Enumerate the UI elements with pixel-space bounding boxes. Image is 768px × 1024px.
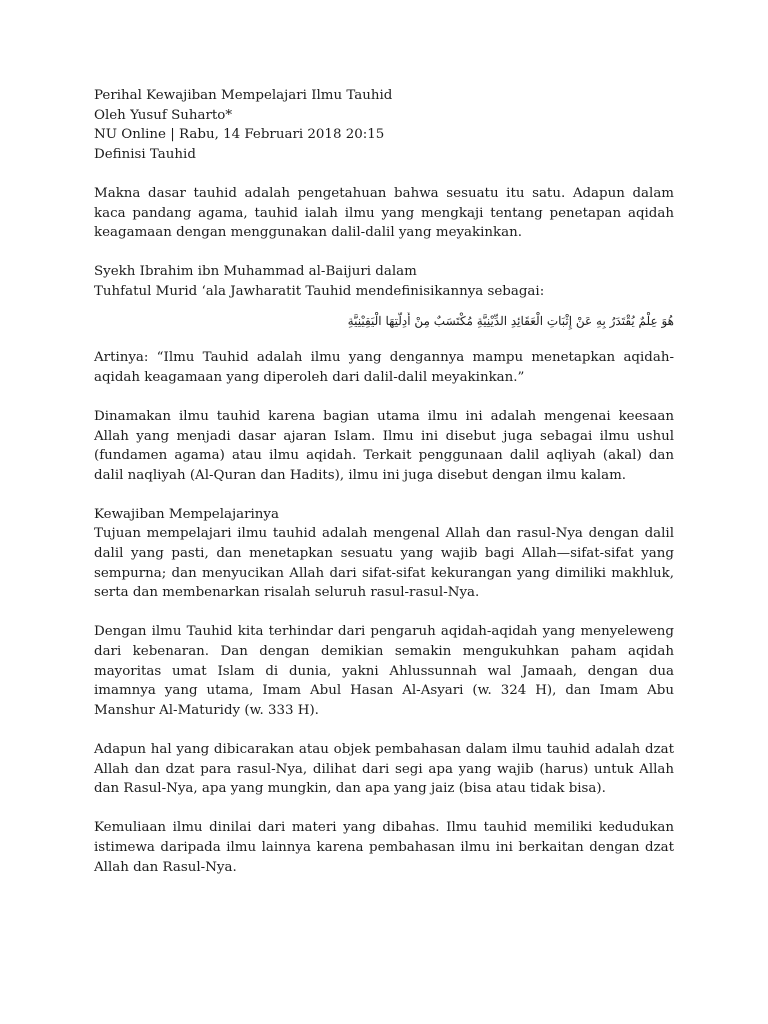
article-byline: NU Online | Rabu, 14 Februari 2018 20:15 [94, 127, 385, 143]
paragraph-protection: Dengan ilmu Tauhid kita terhindar dari pengaruh aqidah-aqidah yang menyeleweng dari kebenaran. Dan dengan demikian semakin mengukuhkan paham aqidah mayoritas umat Islam di dunia, yakni Ahlussunnah wal Jamaah, dengan dua imamnya yang utama, Imam Abul Hasan Al-Asyari (w. 324 H), dan Imam Abu Manshur Al-Maturidy (w. 333 H). [94, 624, 674, 718]
arabic-quote: هُوَ عِلْمٌ يُقْتَدَرُ بِهِ عَنْ إِثْبَاتِ الْعَقَائِدِ الدِّيْنِيَّةِ مُكْتَسَبٌ مِنْ أَدِلَّتِهَا الْيَقِيْنِيَّةِ [347, 313, 674, 328]
article-title: Perihal Kewajiban Mempelajari Ilmu Tauhid [94, 88, 393, 103]
document-page [94, 86, 674, 877]
paragraph-translation: Artinya: “Ilmu Tauhid adalah ilmu yang dengannya mampu menetapkan aqidah-aqidah keagamaan yang diperoleh dari dalil-dalil meyakinkan.” [94, 350, 674, 385]
paragraph-virtue: Kemuliaan ilmu dinilai dari materi yang dibahas. Ilmu tauhid memiliki kedudukan istimewa daripada ilmu lainnya karena pembahasan ilmu ini berkaitan dengan dzat Allah dan Rasul-Nya. [94, 820, 674, 875]
paragraph-naming: Dinamakan ilmu tauhid karena bagian utama ilmu ini adalah mengenai keesaan Allah yang menjadi dasar ajaran Islam. Ilmu ini disebut juga sebagai ilmu ushul (fundamen agama) atau ilmu aqidah. Terkait penggunaan dalil aqliyah (akal) dan dalil naqliyah (Al-Quran dan Hadits), ilmu ini juga disebut dengan ilmu kalam. [94, 408, 674, 483]
paragraph-definition: Makna dasar tauhid adalah pengetahuan bahwa sesuatu itu satu. Adapun dalam kaca pandang agama, tauhid ialah ilmu yang mengkaji tentang penetapan aqidah keagamaan dengan menggunakan dalil-dalil yang meyakinkan. [94, 185, 674, 241]
paragraph-purpose: Tujuan mempelajari ilmu tauhid adalah mengenal Allah dan rasul-Nya dengan dalil dalil yang pasti, dan menetapkan sesuatu yang wajib bagi Allah—sifat-sifat yang sempurna; dan menyucikan Allah dari sifat-sifat kekurangan yang dimiliki makhluk, serta dan membenarkan risalah seluruh rasul-rasul-Nya. [94, 526, 674, 601]
section-heading-definition: Definisi Tauhid [94, 146, 196, 162]
source-line-2: Tuhfatul Murid ‘ala Jawharatit Tauhid mendefinisikannya sebagai: [94, 283, 545, 299]
source-line-1: Syekh Ibrahim ibn Muhammad al-Baijuri dalam [94, 264, 417, 280]
article-author: Oleh Yusuf Suharto* [94, 107, 233, 123]
paragraph-object: Adapun hal yang dibicarakan atau objek pembahasan dalam ilmu tauhid adalah dzat Allah dan dzat para rasul-Nya, dilihat dari segi apa yang wajib (harus) untuk Allah dan Rasul-Nya, apa yang mungkin, dan apa yang jaiz (bisa atau tidak bisa). [94, 742, 674, 797]
section-heading-obligation: Kewajiban Mempelajarinya [94, 506, 279, 522]
